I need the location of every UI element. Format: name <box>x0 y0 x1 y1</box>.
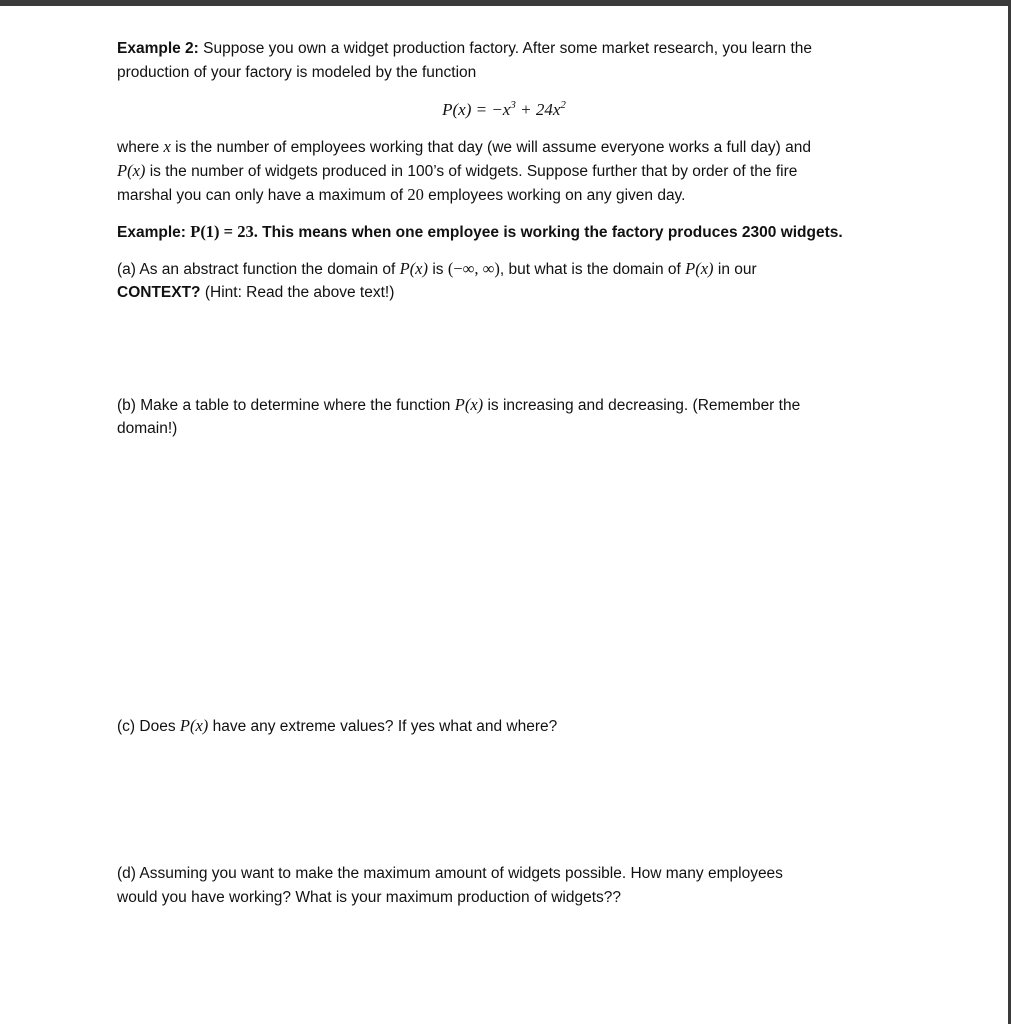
description-text: employees working on any given day. <box>423 187 686 204</box>
description-text: is the number of widgets produced in 100’s of widgets. Suppose further that by order of the fire <box>145 163 798 180</box>
intro-line-2 <box>117 61 887 85</box>
intro-text-1: Suppose you own a widget production factory. After some market research, you learn the <box>198 40 813 57</box>
interval-all-reals: (−∞, ∞) <box>447 259 500 278</box>
function-p-of-x: P(x) <box>685 259 714 278</box>
question-c-text: (c) Does <box>117 718 180 735</box>
formula-lhs: P(x) = −x <box>442 100 511 119</box>
max-employees-number: 20 <box>407 185 424 204</box>
question-c-text: have any extreme values? If yes what and where? <box>208 718 558 735</box>
function-p-of-x: P(x) <box>399 259 429 278</box>
question-d-line-1 <box>117 862 887 886</box>
example-math: P(1) = 23. <box>190 222 258 241</box>
description-line-3 <box>117 183 887 208</box>
function-p-of-x: P(x) <box>117 161 146 180</box>
question-b-line-1 <box>117 393 887 418</box>
example-heading-label: Example 2: <box>117 40 199 57</box>
question-d-text: (d) Assuming you want to make the maximum amount of widgets possible. How many employees <box>117 865 783 882</box>
formula-exp-1: 3 <box>510 99 516 111</box>
variable-x: x <box>163 137 171 156</box>
description-text: is the number of employees working that day (we will assume everyone works a full day) and <box>170 139 811 156</box>
question-b-text: domain!) <box>117 420 178 437</box>
question-a-hint: (Hint: Read the above text!) <box>200 284 395 301</box>
description-text: where <box>117 139 164 156</box>
question-d-line-2 <box>117 886 887 910</box>
question-b-text: (b) Make a table to determine where the function <box>117 397 455 414</box>
description-line-1 <box>117 135 887 160</box>
intro-line-1 <box>117 37 887 61</box>
context-emphasis: CONTEXT? <box>117 284 201 301</box>
question-a-text: (a) As an abstract function the domain of <box>117 261 400 278</box>
production-formula <box>0 98 1008 122</box>
function-p-of-x: P(x) <box>179 716 209 735</box>
description-line-2 <box>117 159 887 184</box>
formula-mid: + 24x <box>515 100 561 119</box>
example-label: Example: <box>117 224 191 241</box>
question-a-text: in our <box>713 261 757 278</box>
description-text: marshal you can only have a maximum of <box>117 187 408 204</box>
question-c <box>117 714 887 739</box>
example-statement <box>117 220 887 245</box>
document-page <box>0 6 1008 1024</box>
question-a-line-1 <box>117 257 887 282</box>
question-a-text: is <box>428 261 448 278</box>
question-b-text: is increasing and decreasing. (Remember the <box>483 397 801 414</box>
example-explanation: This means when one employee is working the factory produces 2300 widgets. <box>257 224 843 241</box>
function-p-of-x: P(x) <box>454 395 484 414</box>
intro-text-2: production of your factory is modeled by the function <box>117 64 477 81</box>
question-a-line-2 <box>117 281 887 305</box>
formula-exp-2: 2 <box>560 99 566 111</box>
question-b-line-2 <box>117 417 887 441</box>
question-a-text: , but what is the domain of <box>499 261 686 278</box>
question-d-text: would you have working? What is your maximum production of widgets?? <box>117 889 621 906</box>
